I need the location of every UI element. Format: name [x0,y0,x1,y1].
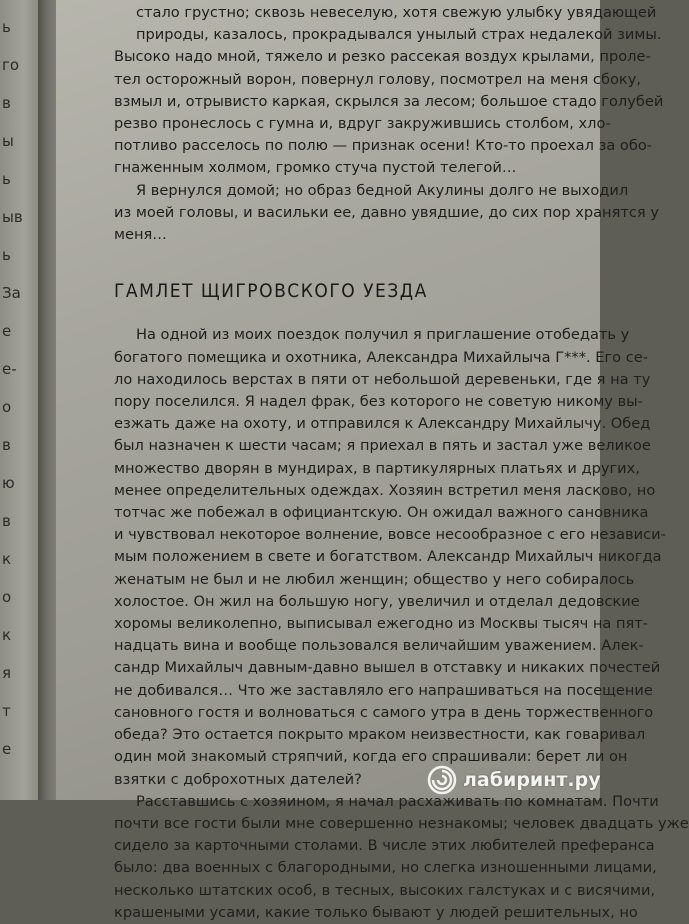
text-line: тотчас же побежал в официантскую. Он ожидал важного сановника [114,504,649,522]
text-line: гнаженным холмом, громко стуча пустой телегой… [114,159,517,177]
left-page-fragment: в [2,94,11,112]
left-page-fragment: о [2,588,12,606]
left-page-fragment: к [2,550,12,568]
left-page-fragment: в [2,436,11,454]
left-page-fragment: я [2,664,12,682]
text-line: холостое. Он жил на большую ногу, увеличил и отделал дедовские [114,592,640,610]
left-page-fragment: е [2,740,12,758]
text-line: сановного гостя и волноваться с самого утра в день торжественного [114,703,654,721]
text-line: пору поселился. Я надел фрак, без которого не советую никому вы- [114,393,643,411]
left-page-fragment: ь [2,18,11,36]
text-line: Расставшись с хозяином, я начал расхаживать по комнатам. Почти [136,792,659,810]
chapter-title: ГАМЛЕТ ЩИГРОВСКОГО УЕЗДА [114,280,428,303]
left-page-fragment: За [2,284,21,302]
text-line: сандр Михайлыч давным-давно вышел в отставку и никаких почестей [114,659,661,677]
text-line: женатым не был и не любил женщин; общество у него собиралось [114,570,635,588]
text-line: почти все гости были мне совершенно незнакомы; человек двадцать уже [114,814,689,832]
text-line: мым положением в свете и богатством. Александр Михайлыч никогда [114,548,662,566]
left-page-fragment: го [2,56,20,74]
text-line: не добивался… Что же заставляло его напрашиваться на посещение [114,681,653,699]
chapter-body [114,324,689,923]
left-page-fragment: ы [2,132,14,150]
text-line: езжать даже на охоту, и отправился к Александру Михайлычу. Обед [114,415,651,433]
watermark [427,764,601,796]
text-line: взмыл и, отрывисто каркая, скрылся за лесом; большое стадо голубей [114,92,664,110]
text-line: меня… [114,226,167,244]
text-line: обеда? Это остается покрыто мраком неизвестности, как говаривал [114,726,646,744]
text-line: и чувствовал некоторое волнение, вовсе несообразное с его независи- [114,526,666,544]
text-line: сидело за карточными столами. В числе этих любителей преферанса [114,837,655,855]
text-line: несколько штатских особ, в тесных, высоких галстуках и с висячими, [114,881,656,899]
text-line: один мой знакомый стряпчий, когда его спрашивали: берет ли он [114,748,628,766]
left-page-fragment: е- [2,360,17,378]
text-line: из моей головы, и васильки ее, давно увядшие, до сих пор хранятся у [114,203,659,221]
left-page-fragment: т [2,702,11,720]
left-page-fragment: ь [2,246,11,264]
text-line: менее определительных одеждах. Хозяин встретил меня ласково, но [114,481,656,499]
text-line: хоромы великолепно, выписывал ежегодно из Москвы тысяч на пят- [114,615,649,633]
previous-chapter-ending [114,2,664,246]
left-page-fragment: ыв [2,208,23,226]
text-line: стало грустно; сквозь невеселую, хотя свежую улыбку увядающей [136,4,657,21]
text-line: надцать вина и вообще пользовался величайшим уважением. Алек- [114,637,644,655]
watermark-text: лабиринт.ру [463,769,601,791]
text-line: ло находилось верстах в пяти от небольшой деревеньки, где я на ту [114,370,651,388]
text-line: крашеными усами, какие только бывают у людей решительных, но [114,903,638,921]
text-line: природы, казалось, прокрадывался унылый страх недалекой зимы. [136,26,662,44]
left-page-edge [0,0,40,800]
text-line: Высоко надо мной, тяжело и резко рассекая воздух крылами, проле- [114,48,651,66]
text-line: было: два военных с благородными, но слегка изношенными лицами, [114,859,657,877]
text-line: Я вернулся домой; но образ бедной Акулины долго не выходил [136,181,629,199]
text-line: был назначен к шести часам; я приехал в пять и застал уже великое [114,437,651,455]
left-page-fragment: о [2,398,12,416]
text-line: тел осторожный ворон, повернул голову, посмотрел на меня сбоку, [114,70,641,88]
left-page-fragment: ь [2,170,11,188]
text-line: взятки с доброхотных дателей? [114,770,362,788]
left-page-fragment: ю [2,474,15,492]
left-page-fragment: е [2,322,12,340]
text-line: резво пронеслось с гумна и, вдруг закружившись столбом, хло- [114,115,611,133]
text-line: богатого помещика и охотника, Александра Михайлыча Г***. Его се- [114,348,649,366]
left-page-fragment: к [2,626,12,644]
text-line: На одной из моих поездок получил я приглашение отобедать у [136,326,630,344]
text-line: множество дворян в мундирах, в партикулярных платьях и других, [114,459,640,477]
book-page [56,0,689,921]
labyrinth-logo-icon [427,765,457,795]
left-page-fragment: в [2,512,11,530]
text-line: потливо расселось по полю — признак осени! Кто-то проехал за обо- [114,137,653,155]
